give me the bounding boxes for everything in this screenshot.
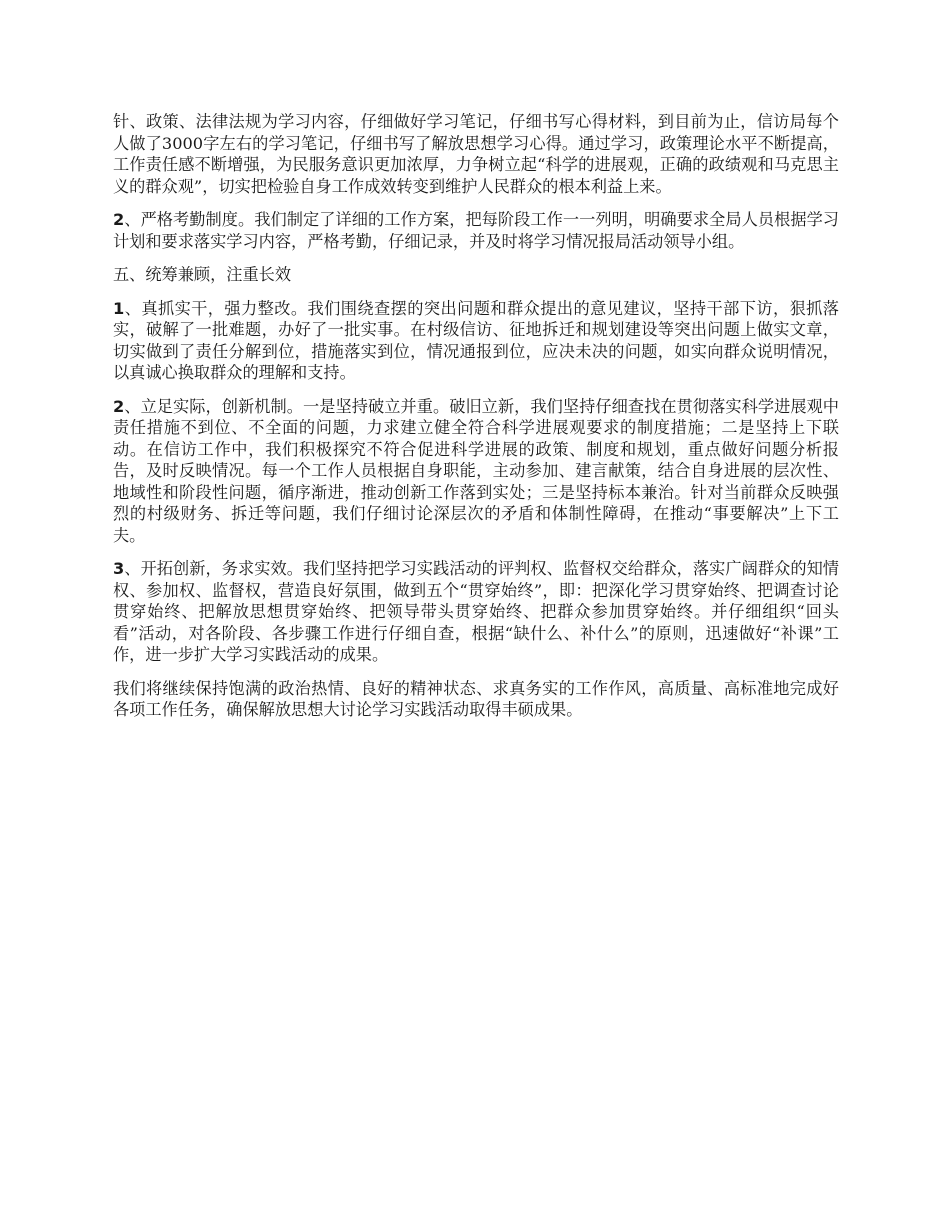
paragraph-text: 、真抓实干，强力整改。我们围绕查摆的突出问题和群众提出的意见建议，坚持干部下访，狠抓落实，破解了一批难题，办好了一批实事。在村级信访、征地拆迁和规划建设等突出问题上做实文章，切实做到了责任分解到位，措施落实到位，情况通报到位，应决未决的问题，如实向群众说明情况，以真诚心换取群众的理解和支持。 xyxy=(113,298,839,382)
paragraph-1 xyxy=(113,111,839,197)
paragraph-text: 、立足实际，创新机制。一是坚持破立并重。破旧立新，我们坚持仔细查找在贯彻落实科学进展观中责任措施不到位、不全面的问题，力求建立健全符合科学进展观要求的制度措施；二是坚持上下联动。在信访工作中，我们积极探究不符合促进科学进展的政策、制度和规划，重点做好问题分析报告，及时反映情况。每一个工作人员根据自身职能，主动参加、建言献策，结合自身进展的层次性、地域性和阶段性问题，循序渐进，推动创新工作落到实处；三是坚持标本兼治。针对当前群众反映强烈的村级财务、拆迁等问题，我们仔细讨论深层次的矛盾和体制性障碍，在推动“事要解决”上下工夫。 xyxy=(113,396,839,545)
paragraph-number: 2 xyxy=(113,210,125,229)
paragraph-number: 2 xyxy=(113,396,125,416)
paragraph-text: 我们将继续保持饱满的政治热情、良好的精神状态、求真务实的工作作风，高质量、高标准地完成好各项工作任务，确保解放思想大讨论学习实践活动取得丰硕成果。 xyxy=(113,678,839,719)
section-heading xyxy=(113,264,839,286)
paragraph-4 xyxy=(113,396,839,547)
document-body xyxy=(113,111,839,733)
paragraph-number: 1 xyxy=(113,298,125,318)
paragraph-6 xyxy=(113,678,839,721)
paragraph-2 xyxy=(113,209,839,252)
paragraph-text: 、开拓创新，务求实效。我们坚持把学习实践活动的评判权、监督权交给群众，落实广阔群众的知情权、参加权、监督权，营造良好氛围，做到五个“贯穿始终”，即：把深化学习贯穿始终、把调查讨论贯穿始终、把解放思想贯穿始终、把领导带头贯穿始终、把群众参加贯穿始终。并仔细组织“回头看”活动，对各阶段、各步骤工作进行仔细自查，根据“缺什么、补什么”的原则，迅速做好“补课”工作，进一步扩大学习实践活动的成果。 xyxy=(113,559,839,664)
paragraph-5 xyxy=(113,558,839,666)
paragraph-text: 、严格考勤制度。我们制定了详细的工作方案，把每阶段工作一一列明，明确要求全局人员根据学习计划和要求落实学习内容，严格考勤，仔细记录，并及时将学习情况报局活动领导小组。 xyxy=(113,210,839,251)
paragraph-3 xyxy=(113,298,839,384)
paragraph-number: 3 xyxy=(113,559,125,578)
paragraph-text: 五、统筹兼顾，注重长效 xyxy=(113,265,292,284)
paragraph-text: 针、政策、法律法规为学习内容，仔细做好学习笔记，仔细书写心得材料，到目前为止，信访局每个人做了3000字左右的学习笔记，仔细书写了解放思想学习心得。通过学习，政策理论水平不断提高，工作责任感不断增强，为民服务意识更加浓厚，力争树立起“科学的进展观，正确的政绩观和马克思主义的群众观”，切实把检验自身工作成效转变到维护人民群众的根本利益上来。 xyxy=(113,112,839,196)
